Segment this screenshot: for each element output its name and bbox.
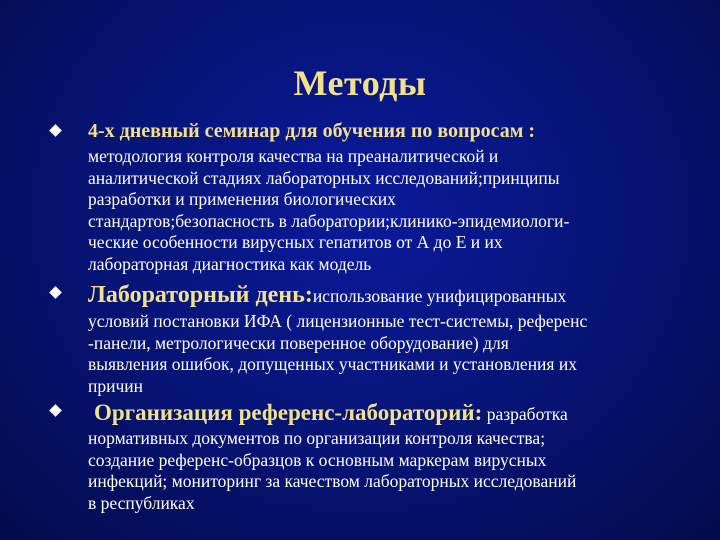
bullet-heading	[94, 400, 568, 426]
body-line: причин	[88, 375, 144, 396]
bullet-heading: 4-х дневный семинар для обучения по вопросам :	[88, 120, 536, 142]
slide-title: Методы	[293, 63, 427, 103]
bullet-heading-bold: Лабораторный день:	[88, 282, 313, 308]
body-line: создание референс-образцов к основным маркерам вирусных	[88, 449, 547, 470]
bullet-body	[88, 146, 569, 275]
bullet-heading-text: использование унифицированных	[312, 286, 567, 306]
diamond-bullet-icon	[51, 126, 61, 136]
body-line: лабораторная диагностика как модель	[88, 253, 372, 274]
diamond-bullet-icon	[51, 288, 61, 298]
bullet-heading	[88, 282, 566, 309]
bullet-body	[88, 428, 576, 514]
body-line: -панели, метрологически поверенное оборудование) для	[88, 332, 509, 353]
bullet-body	[88, 311, 587, 397]
body-line: стандартов;безопасность в лаборатории;клинико-эпидемиологи-	[88, 210, 570, 231]
body-line: в республиках	[88, 492, 195, 513]
body-line: ческие особенности вирусных гепатитов от А до Е и их	[88, 232, 503, 252]
bullet-heading-bold: Организация референс-лабораторий:	[94, 400, 483, 425]
diamond-bullet-icon	[51, 406, 61, 416]
body-line: аналитической стадиях лабораторных исследований;принципы	[88, 167, 560, 188]
body-line: выявления ошибок, допущенных участниками и установления их	[88, 354, 577, 374]
body-line: разработки и применения биологических	[88, 189, 396, 209]
body-line: инфекций; мониторинг за качеством лабораторных исследований	[88, 471, 577, 491]
body-line: условий постановки ИФА ( лицензионные тест-системы, референс	[88, 311, 588, 331]
body-line: методология контроля качества на преаналитической и	[88, 146, 499, 166]
body-line: нормативных документов по организации контроля качества;	[88, 428, 546, 448]
bullet-heading-text: разработка	[482, 404, 568, 424]
